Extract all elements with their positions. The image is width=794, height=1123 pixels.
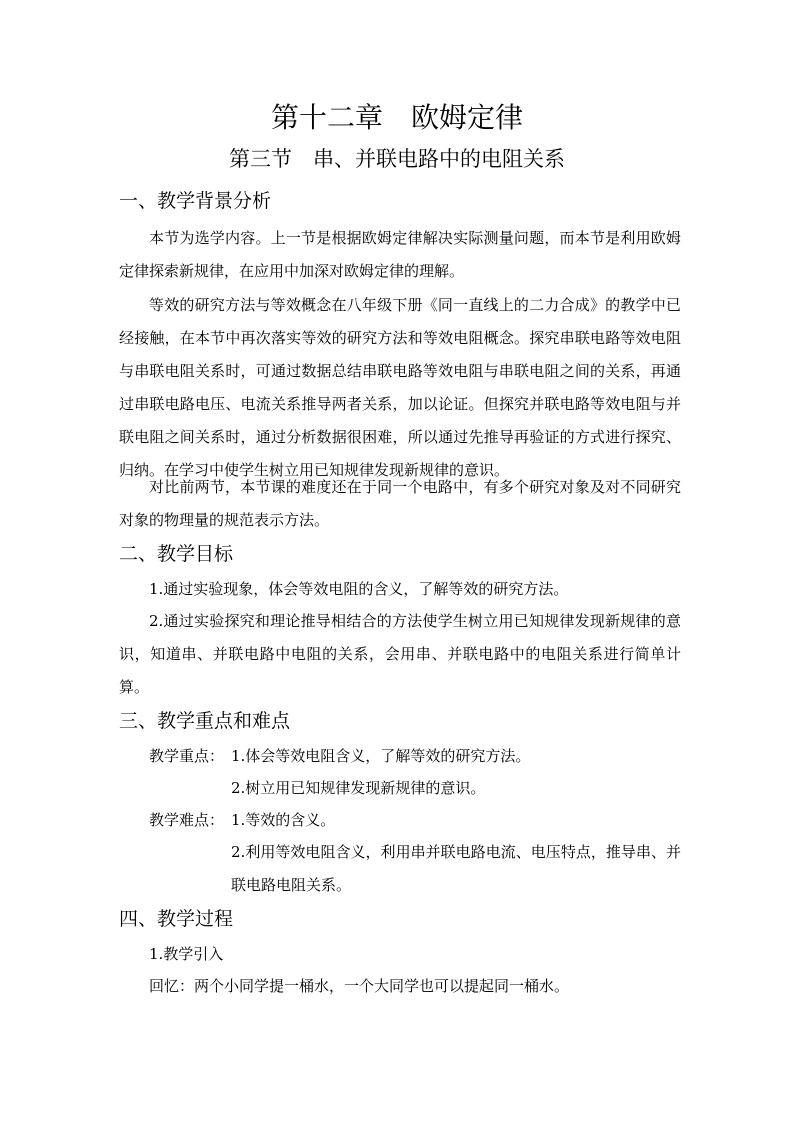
difficulty-item-2: 2.利用等效电阻含义，利用串并联电路电流、电压特点，推导串、并联电路电阻关系。 <box>231 843 681 894</box>
heading-goals: 二、教学目标 <box>119 543 234 565</box>
focus-item-2: 2.树立用已知规律发现新规律的意识。 <box>231 779 486 797</box>
heading-background: 一、教学背景分析 <box>119 190 272 212</box>
goal-1: 1.通过实验现象，体会等效电阻的含义，了解等效的研究方法。 <box>149 580 569 598</box>
focus-label: 教学重点： <box>149 747 225 765</box>
background-paragraph-2: 等效的研究方法与等效概念在八年级下册《同一直线上的二力合成》的教学中已经接触，在本节中再次落实等效的研究方法和等效电阻概念。探究串联电路等效电阻与串联电阻关系时，可通过数据总结串联电路等效电阻与串联电阻之间的关系，再通过串联电路电压、电流关系推导两者关系，加以论证。但探究并联电路等效电阻与并联电阻之间关系时，通过分析数据很困难，所以通过先推导再验证的方式进行探究、归纳。在学习中使学生树立用已知规律发现新规律的意识。 <box>119 296 681 479</box>
focus-item-1: 1.体会等效电阻含义，了解等效的研究方法。 <box>231 747 531 765</box>
difficulty-label: 教学难点： <box>149 811 225 829</box>
process-step-title: 1.教学引入 <box>149 945 224 963</box>
goal-2: 2.通过实验探究和理论推导相结合的方法使学生树立用已知规律发现新规律的意识，知道串、并联电路中电阻的关系，会用串、并联电路中的电阻关系进行简单计算。 <box>119 612 681 696</box>
heading-process: 四、教学过程 <box>119 908 234 930</box>
focus-row-1 <box>149 740 530 773</box>
process-step-text: 回忆：两个小同学提一桶水，一个大同学也可以提起同一桶水。 <box>149 977 570 995</box>
focus-row-2 <box>231 772 485 805</box>
background-paragraph-3: 对比前两节，本节课的难度还在于同一个电路中，有多个研究对象及对不同研究对象的物理量的规范表示方法。 <box>119 478 681 529</box>
difficulty-item-1: 1.等效的含义。 <box>231 811 336 829</box>
difficulty-row-1 <box>149 804 335 837</box>
background-paragraph-1: 本节为选学内容。上一节是根据欧姆定律解决实际测量问题，而本节是利用欧姆定律探索新规律，在应用中加深对欧姆定律的理解。 <box>119 229 681 280</box>
chapter-title: 第十二章 欧姆定律 <box>270 101 523 134</box>
heading-keypoints: 三、教学重点和难点 <box>119 710 291 732</box>
section-title: 第三节 串、并联电路中的电阻关系 <box>229 147 565 171</box>
